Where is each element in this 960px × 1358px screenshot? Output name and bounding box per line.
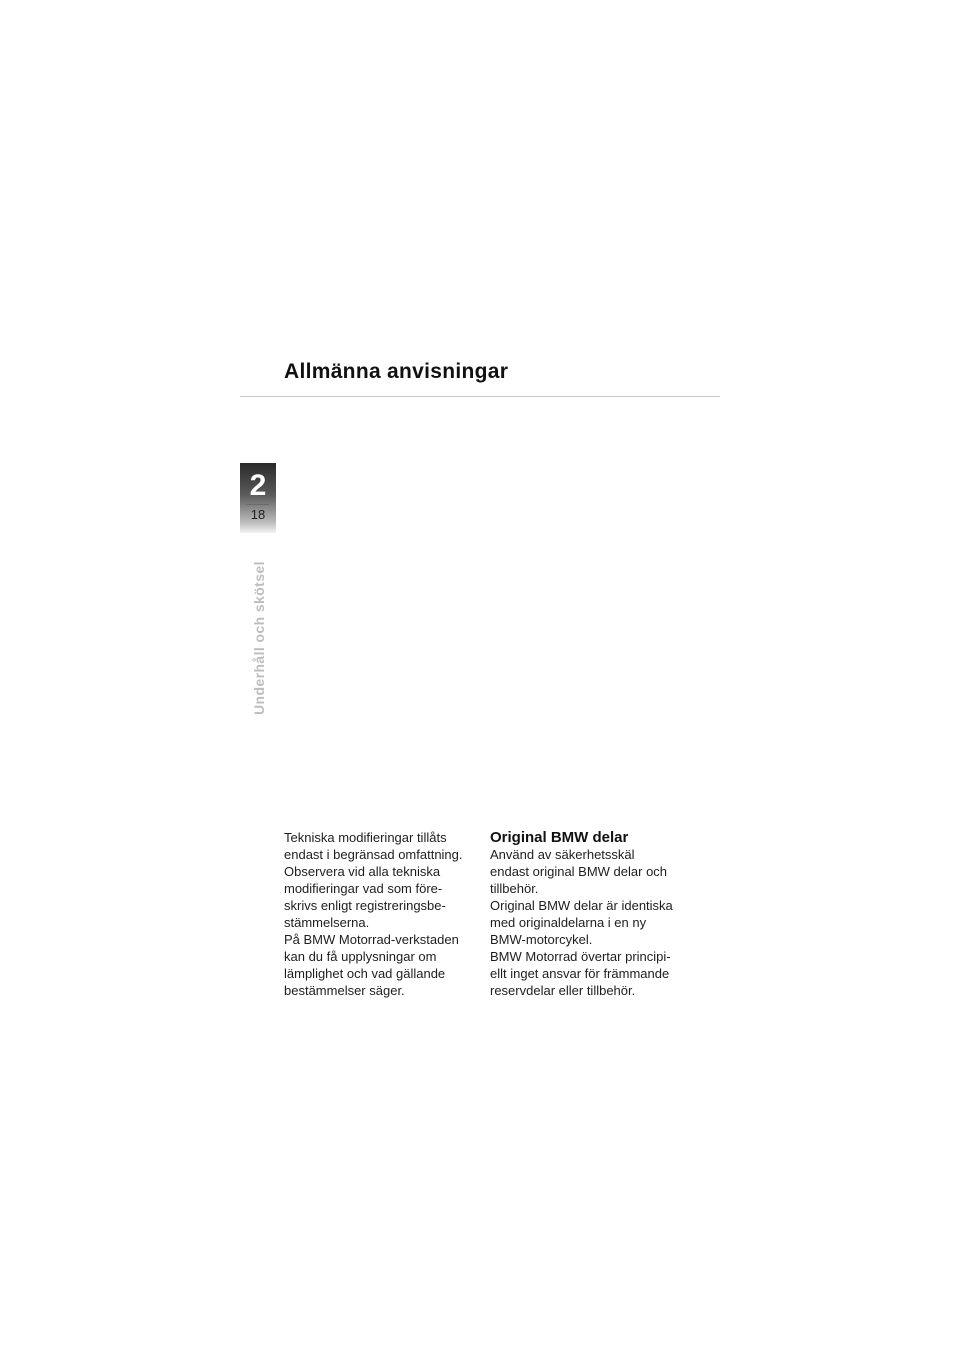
section-heading: Original BMW delar [490, 829, 629, 846]
paragraph-line: endast original BMW delar och [490, 864, 668, 879]
right-text-column [490, 829, 686, 999]
chapter-tab [240, 463, 276, 533]
paragraph-line: endast i begränsad omfattning. [284, 847, 463, 862]
paragraph-line: stämmelserna. [284, 915, 370, 930]
paragraph-line: tillbehör. [490, 881, 539, 896]
chapter-divider [247, 504, 269, 505]
paragraph-line: BMW Motorrad övertar principi- [490, 949, 671, 964]
paragraph-line: kan du få upplysningar om [284, 949, 437, 964]
paragraph-line: Använd av säkerhetsskäl [490, 847, 635, 862]
chapter-number: 2 [249, 469, 267, 502]
paragraph-line: bestämmelser säger. [284, 983, 405, 998]
paragraph-line: BMW-motorcykel. [490, 932, 593, 947]
paragraph-line: Observera vid alla tekniska [284, 864, 441, 879]
paragraph-line: reservdelar eller tillbehör. [490, 983, 636, 998]
page-title: Allmänna anvisningar [284, 360, 509, 383]
paragraph-line: skrivs enligt registreringsbe- [284, 898, 446, 913]
paragraph-line: med originaldelarna i en ny [490, 915, 647, 930]
paragraph-line: Tekniska modifieringar tillåts [284, 830, 447, 845]
paragraph-line: På BMW Motorrad-verkstaden [284, 932, 459, 947]
title-divider [240, 396, 720, 397]
paragraph-line: ellt inget ansvar för främmande [490, 966, 670, 981]
section-label: Underhåll och skötsel [251, 561, 267, 715]
page-number: 18 [250, 507, 266, 522]
paragraph-line: lämplighet och vad gällande [284, 966, 446, 981]
left-text-column [284, 829, 480, 999]
paragraph-line: modifieringar vad som före- [284, 881, 443, 896]
paragraph-line: Original BMW delar är identiska [490, 898, 673, 913]
